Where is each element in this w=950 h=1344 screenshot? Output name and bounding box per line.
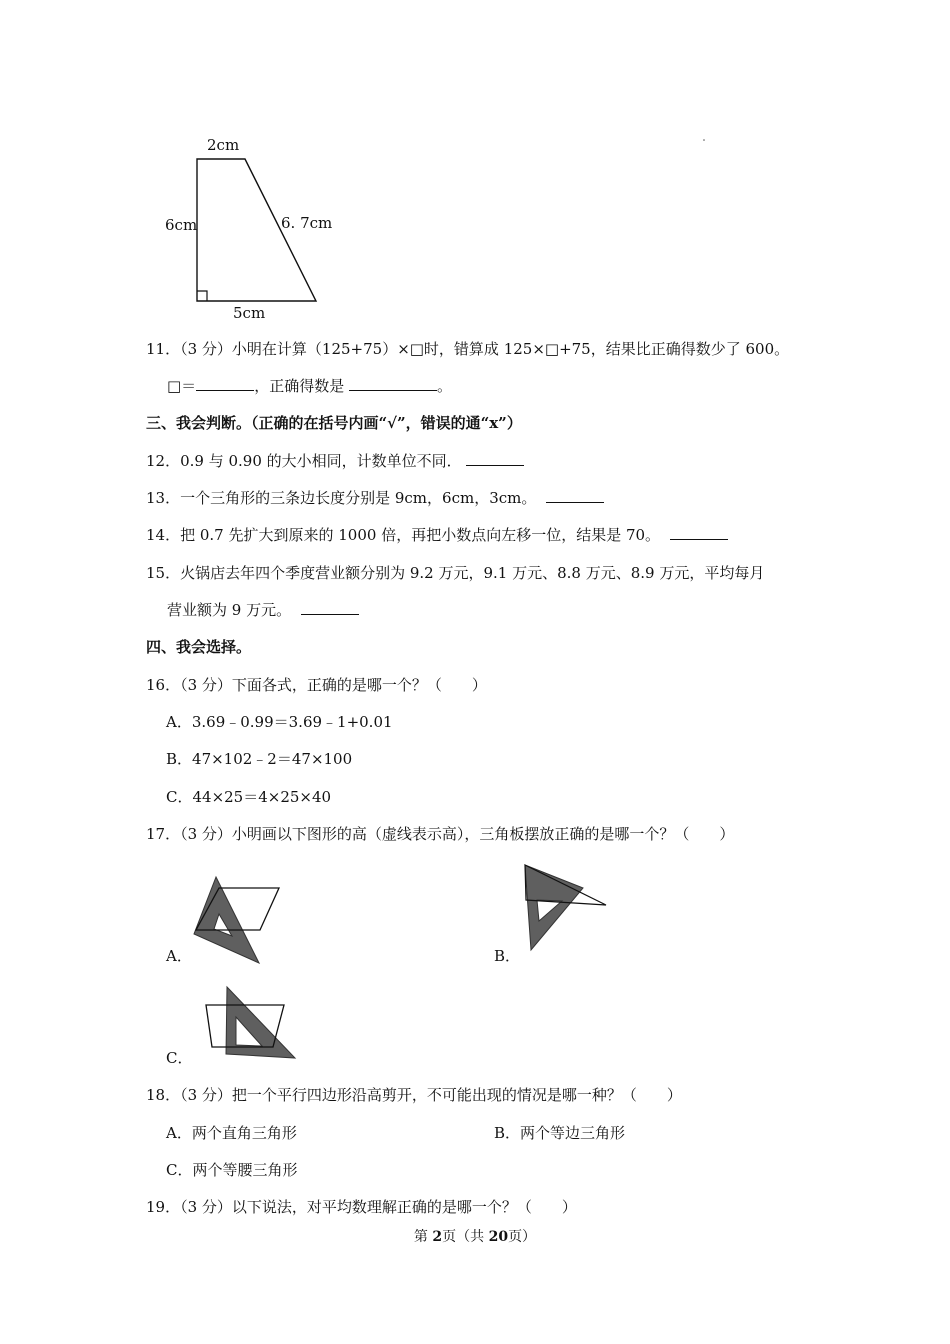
trapezoid-slant-label: 6. 7cm [281, 214, 333, 232]
option-a[interactable]: A．3.69﹣0.99＝3.69﹣1+0.01 [166, 713, 393, 731]
answer-blank[interactable] [466, 451, 524, 466]
question-text: （3 分）小明在计算（125+75）×□时，错算成 125×□+75，结果比正确得数少了 600。 [180, 340, 790, 358]
question-11 [146, 339, 789, 359]
question-15 [146, 563, 764, 583]
question-number: 16． [146, 676, 181, 694]
option-b[interactable]: B．两个等边三角形 [494, 1124, 626, 1142]
option-a-label[interactable]: A． [166, 947, 192, 965]
question-number: 19． [146, 1198, 181, 1216]
question-18 [146, 1085, 682, 1105]
option-c-label[interactable]: C． [166, 1049, 193, 1067]
section-4-title: 四、我会选择。 [146, 638, 252, 656]
question-text: 把 0.7 先扩大到原来的 1000 倍，再把小数点向左移一位，结果是 70。 [180, 526, 661, 544]
question-text: 火锅店去年四个季度营业额分别为 9.2 万元，9.1 万元、8.8 万元、8.9 万元，平均每月 [180, 564, 765, 582]
question-17 [146, 824, 734, 844]
question-text: 一个三角形的三条边长度分别是 9cm，6cm，3cm。 [180, 489, 537, 507]
option-c[interactable]: C．44×25＝4×25×40 [166, 788, 332, 806]
question-number: 11． [146, 340, 181, 358]
question-number: 14． [146, 526, 181, 544]
answer-blank[interactable] [301, 600, 359, 615]
question-number: 13． [146, 489, 181, 507]
question-text: （3 分）以下说法，对平均数理解正确的是哪一个？（ ） [180, 1198, 577, 1216]
trapezoid-left-label: 6cm [165, 216, 198, 234]
trapezoid-top-label: 2cm [207, 136, 240, 154]
question-12 [146, 451, 524, 471]
question-text: （3 分）把一个平行四边形沿高剪开，不可能出现的情况是哪一种？（ ） [180, 1086, 682, 1104]
answer-middle: ，正确得数是 [254, 377, 345, 395]
answer-blank-result[interactable] [349, 376, 437, 391]
option-a[interactable]: A．两个直角三角形 [166, 1124, 297, 1142]
answer-blank-box[interactable] [196, 376, 254, 391]
question-text: （3 分）小明画以下图形的高（虚线表示高），三角板摆放正确的是哪一个？（ ） [180, 825, 735, 843]
option-b-label[interactable]: B． [494, 947, 521, 965]
question-text: 营业额为 9 万元。 [167, 601, 292, 619]
question-text: （3 分）下面各式，正确的是哪一个？（ ） [180, 676, 487, 694]
question-text: 0.9 与 0.90 的大小相同，计数单位不同． [180, 452, 462, 470]
answer-prefix: □＝ [167, 377, 197, 395]
option-b[interactable]: B．47×102﹣2＝47×100 [166, 750, 353, 768]
section-3-title: 三、我会判断。（正确的在括号内画“√”，错误的通“x”） [146, 414, 522, 432]
question-number: 12． [146, 452, 181, 470]
answer-suffix: 。 [436, 377, 452, 395]
page-total: 20 [488, 1229, 509, 1245]
question-number: 18． [146, 1086, 181, 1104]
question-13 [146, 488, 604, 508]
page-number: 2 [432, 1229, 443, 1245]
page-footer: 第 2页（共 20页） [413, 1229, 537, 1245]
question-number: 17． [146, 825, 181, 843]
question-14 [146, 525, 728, 545]
answer-blank[interactable] [546, 488, 604, 503]
question-16 [146, 675, 487, 695]
question-11-answer-line [167, 376, 452, 396]
answer-blank[interactable] [670, 525, 728, 540]
question-19 [146, 1197, 577, 1217]
trapezoid-bottom-label: 5cm [233, 304, 266, 322]
question-15-line2 [167, 600, 359, 620]
option-c[interactable]: C．两个等腰三角形 [166, 1161, 298, 1179]
trapezoid-figure [0, 0, 950, 330]
question-number: 15． [146, 564, 181, 582]
